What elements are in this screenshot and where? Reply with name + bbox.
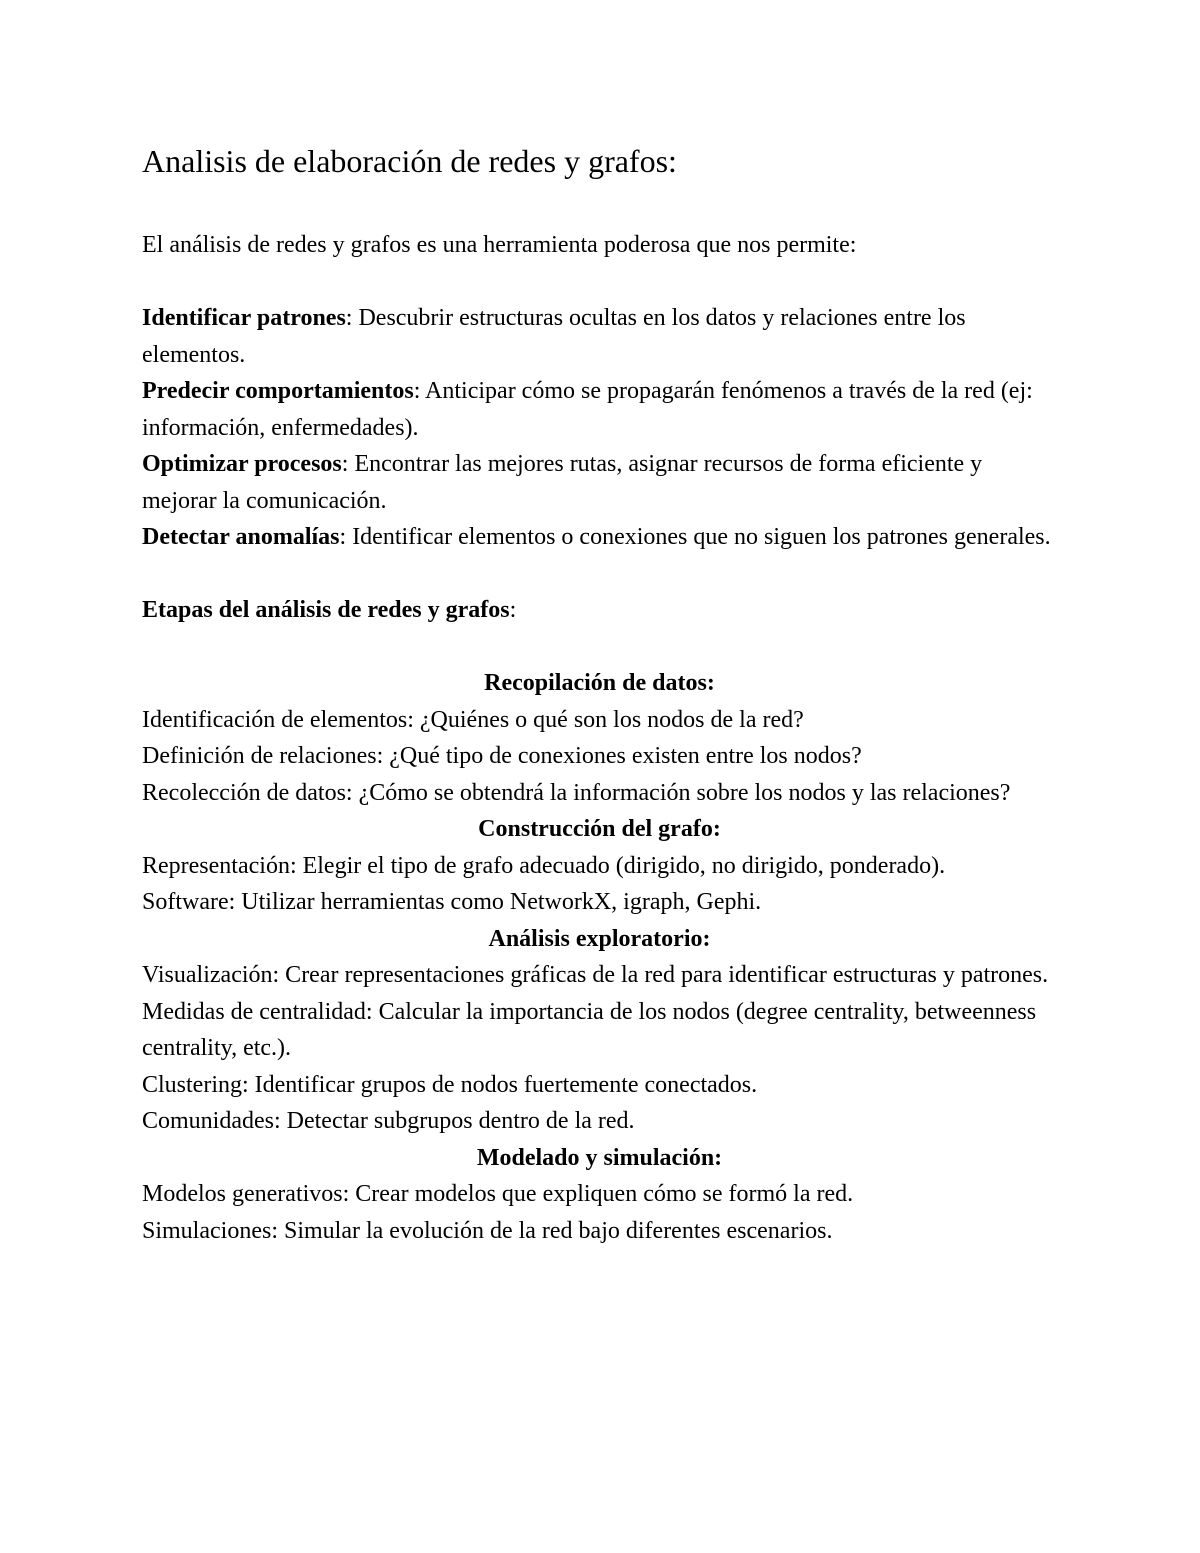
benefit-term: Optimizar procesos (142, 451, 342, 477)
document-title: Analisis de elaboración de redes y grafos: (142, 143, 677, 179)
benefit-text: Descubrir estructuras ocultas en los datos y relaciones entre los elementos. (142, 305, 966, 368)
benefit-text: Encontrar las mejores rutas, asignar recursos de forma eficiente y mejorar la comunicación. (142, 451, 983, 514)
section-item: Identificación de elementos: ¿Quiénes o qué son los nodos de la red? (142, 706, 804, 733)
benefit-separator: : (339, 524, 347, 550)
benefit-item (142, 300, 1057, 373)
section-item: Recolección de datos: ¿Cómo se obtendrá la información sobre los nodos y las relaciones? (142, 779, 1011, 806)
stages-heading-text: Etapas del análisis de redes y grafos (142, 597, 510, 623)
spacer (142, 264, 1057, 301)
spacer (142, 556, 1057, 593)
benefit-separator: : (345, 305, 353, 331)
section-item: Modelos generativos: Crear modelos que expliquen cómo se formó la red. (142, 1181, 854, 1207)
benefit-separator: : (413, 378, 421, 404)
stages-heading (142, 592, 1057, 629)
benefit-item (142, 373, 1057, 446)
document-body (142, 139, 1057, 1249)
intro-paragraph: El análisis de redes y grafos es una herramienta poderosa que nos permite: (142, 232, 857, 258)
benefit-item (142, 519, 1057, 556)
stages-heading-separator: : (509, 597, 517, 623)
section-item: Definición de relaciones: ¿Qué tipo de conexiones existen entre los nodos? (142, 743, 862, 769)
section-item: Representación: Elegir el tipo de grafo adecuado (dirigido, no dirigido, ponderado). (142, 852, 946, 879)
benefit-term: Identificar patrones (142, 305, 346, 331)
section-heading: Análisis exploratorio: (488, 925, 711, 952)
benefit-separator: : (341, 451, 349, 477)
spacer (142, 629, 1057, 666)
benefit-item (142, 446, 1057, 519)
section-item: Simulaciones: Simular la evolución de la red bajo diferentes escenarios. (142, 1217, 833, 1244)
section-item: Clustering: Identificar grupos de nodos fuertemente conectados. (142, 1071, 758, 1098)
benefit-text: Identificar elementos o conexiones que no siguen los patrones generales. (346, 524, 1051, 550)
benefit-term: Detectar anomalías (142, 524, 340, 550)
section-item: Comunidades: Detectar subgrupos dentro de la red. (142, 1108, 635, 1134)
section-heading: Recopilación de datos: (484, 670, 715, 696)
section-item: Software: Utilizar herramientas como NetworkX, igraph, Gephi. (142, 889, 762, 915)
section-heading: Construcción del grafo: (478, 816, 721, 842)
section-heading: Modelado y simulación: (476, 1144, 723, 1171)
section-item: Medidas de centralidad: Calcular la importancia de los nodos (degree centrality, betweenness centrality, etc.). (142, 998, 1037, 1061)
benefit-text: Anticipar cómo se propagarán fenómenos a través de la red (ej: información, enfermedades). (142, 378, 1033, 441)
benefit-term: Predecir comportamientos (142, 378, 414, 404)
section-item: Visualización: Crear representaciones gráficas de la red para identificar estructuras y patrones. (142, 962, 1049, 988)
spacer (142, 183, 1057, 227)
